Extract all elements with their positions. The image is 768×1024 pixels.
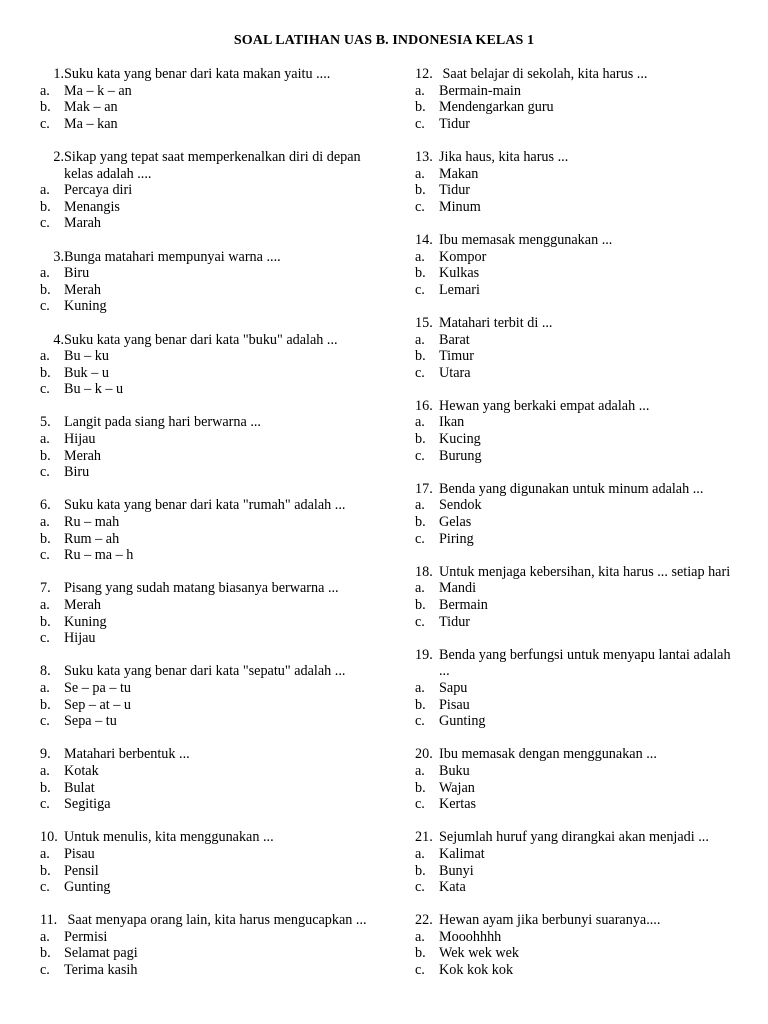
option-text: Mandi <box>439 580 477 597</box>
option-letter: b. <box>40 198 51 215</box>
option-text: Buku <box>439 762 470 779</box>
option-text: Hijau <box>64 431 96 448</box>
question-8 <box>40 663 380 729</box>
option-text: Merah <box>64 447 102 464</box>
option-letter: a. <box>40 679 50 696</box>
option-letter: a. <box>40 182 50 199</box>
question-number: 22. <box>415 912 433 929</box>
option-text: Sepa – tu <box>64 713 117 730</box>
question-22 <box>415 912 740 978</box>
option-letter: a. <box>415 165 425 182</box>
option-text: Kok kok kok <box>439 962 514 979</box>
option-letter: a. <box>415 762 425 779</box>
option-text: Utara <box>439 364 471 381</box>
question-number: 7. <box>40 580 51 597</box>
question-text: Suku kata yang benar dari kata "buku" adalah ... <box>64 331 338 348</box>
question-21 <box>415 829 740 895</box>
option-text: Segitiga <box>64 796 111 813</box>
option-text: Tidur <box>439 115 471 132</box>
question-number: 19. <box>415 646 433 663</box>
option-letter: b. <box>415 348 426 365</box>
option-text: Bermain-main <box>439 82 521 99</box>
question-number: 12. <box>415 66 433 82</box>
question-5 <box>40 414 380 480</box>
option-letter: b. <box>415 696 426 713</box>
question-number: 17. <box>415 480 433 497</box>
option-letter: b. <box>415 431 426 448</box>
option-letter: c. <box>415 364 425 381</box>
option-text: Kertas <box>439 796 477 813</box>
option-text: Piring <box>439 530 474 547</box>
option-text: Gelas <box>439 514 472 531</box>
question-text: Ibu memasak menggunakan ... <box>439 231 613 248</box>
question-number: 13. <box>415 148 433 165</box>
option-text: Kotak <box>64 762 99 779</box>
question-text: Suku kata yang benar dari kata makan yaitu .... <box>64 66 331 82</box>
option-letter: c. <box>40 215 50 232</box>
option-letter: a. <box>415 497 425 514</box>
option-text: Ma – kan <box>64 115 118 132</box>
question-text: Saat belajar di sekolah, kita harus ... <box>439 66 648 82</box>
question-text: Sikap yang tepat saat memperkenalkan diri di depan kelas adalah .... <box>64 148 361 182</box>
question-text: Untuk menjaga kebersihan, kita harus ... setiap hari <box>439 563 731 580</box>
option-text: Mendengarkan guru <box>439 99 554 116</box>
option-letter: c. <box>415 879 425 896</box>
option-text: Kata <box>439 879 466 896</box>
option-text: Burung <box>439 447 482 464</box>
option-letter: a. <box>40 265 50 282</box>
option-text: Biru <box>64 265 90 282</box>
option-letter: a. <box>415 414 425 431</box>
question-number: 4. <box>53 331 64 348</box>
option-text: Kulkas <box>439 265 480 282</box>
option-text: Bu – k – u <box>64 381 124 398</box>
question-text: Benda yang digunakan untuk minum adalah ... <box>439 480 704 497</box>
question-18 <box>415 564 740 630</box>
option-letter: c. <box>415 115 425 132</box>
question-text: Jika haus, kita harus ... <box>439 148 569 165</box>
option-text: Pensil <box>64 862 99 879</box>
option-letter: b. <box>40 364 51 381</box>
option-text: Ru – ma – h <box>64 547 134 564</box>
option-text: Pisau <box>439 696 470 713</box>
question-7 <box>40 580 380 646</box>
question-number: 21. <box>415 829 433 846</box>
option-letter: a. <box>40 762 50 779</box>
question-10 <box>40 829 380 895</box>
option-letter: a. <box>415 580 425 597</box>
question-4 <box>40 332 380 398</box>
option-text: Selamat pagi <box>64 945 138 962</box>
option-letter: a. <box>40 431 50 448</box>
question-3 <box>40 249 380 315</box>
option-letter: c. <box>40 713 50 730</box>
page-title: SOAL LATIHAN UAS B. INDONESIA KELAS 1 <box>233 33 535 48</box>
option-text: Kompor <box>439 248 487 265</box>
option-text: Timur <box>439 348 474 365</box>
option-text: Percaya diri <box>64 182 133 199</box>
option-text: Merah <box>64 281 102 298</box>
question-number: 6. <box>40 497 51 514</box>
option-text: Biru <box>64 464 90 481</box>
option-letter: b. <box>40 779 51 796</box>
question-16 <box>415 398 740 464</box>
question-text: Matahari terbit di ... <box>439 314 553 331</box>
option-text: Terima kasih <box>64 962 138 979</box>
option-letter: b. <box>40 99 51 116</box>
option-letter: a. <box>415 679 425 696</box>
question-13 <box>415 149 740 215</box>
option-letter: c. <box>40 381 50 398</box>
question-19 <box>415 647 740 730</box>
option-text: Sep – at – u <box>64 696 131 713</box>
option-letter: b. <box>40 530 51 547</box>
question-number: 10. <box>40 829 58 846</box>
question-20 <box>415 746 740 812</box>
question-number: 20. <box>415 746 433 763</box>
question-text: Saat menyapa orang lain, kita harus mengucapkan ... <box>64 912 367 929</box>
option-text: Sendok <box>439 497 482 514</box>
question-6 <box>40 497 380 563</box>
question-number: 8. <box>40 663 51 680</box>
option-letter: b. <box>415 945 426 962</box>
option-text: Menangis <box>64 198 120 215</box>
option-letter: a. <box>415 331 425 348</box>
option-letter: a. <box>40 597 50 613</box>
option-letter: b. <box>415 265 426 282</box>
option-text: Kuning <box>64 298 107 315</box>
option-letter: c. <box>415 281 425 298</box>
question-14 <box>415 232 740 298</box>
option-text: Permisi <box>64 928 108 945</box>
right-column <box>415 66 740 995</box>
option-text: Buk – u <box>64 364 109 381</box>
question-1 <box>40 66 380 132</box>
option-text: Minum <box>439 198 481 215</box>
option-text: Makan <box>439 165 479 182</box>
option-text: Kuning <box>64 613 107 630</box>
question-text: Sejumlah huruf yang dirangkai akan menjadi ... <box>439 829 709 846</box>
option-text: Gunting <box>439 713 486 730</box>
option-letter: c. <box>415 713 425 730</box>
option-text: Mak – an <box>64 99 118 116</box>
option-letter: a. <box>40 348 50 365</box>
option-letter: b. <box>40 447 51 464</box>
option-letter: c. <box>40 630 50 647</box>
option-letter: c. <box>415 613 425 630</box>
question-12 <box>415 66 740 132</box>
question-2 <box>40 149 380 232</box>
option-letter: b. <box>40 945 51 962</box>
question-text: Benda yang berfungsi untuk menyapu lantai adalah ... <box>439 646 731 680</box>
option-text: Pisau <box>64 845 95 862</box>
question-text: Matahari berbentuk ... <box>64 746 190 763</box>
option-letter: b. <box>415 514 426 531</box>
option-letter: c. <box>40 879 50 896</box>
question-text: Suku kata yang benar dari kata "rumah" adalah ... <box>64 497 346 514</box>
option-letter: a. <box>40 82 50 99</box>
question-text: Ibu memasak dengan menggunakan ... <box>439 746 657 763</box>
question-number: 2. <box>53 148 64 165</box>
option-letter: b. <box>40 696 51 713</box>
option-text: Ikan <box>439 414 465 431</box>
option-text: Wajan <box>439 779 475 796</box>
option-letter: c. <box>40 298 50 315</box>
option-text: Ru – mah <box>64 514 120 531</box>
option-letter: a. <box>415 845 425 862</box>
option-text: Ma – k – an <box>64 82 132 99</box>
option-letter: b. <box>40 862 51 879</box>
option-letter: b. <box>415 862 426 879</box>
option-letter: c. <box>415 447 425 464</box>
question-text: Untuk menulis, kita menggunakan ... <box>64 829 274 846</box>
question-number: 16. <box>415 397 433 414</box>
option-letter: c. <box>40 962 50 979</box>
option-letter: c. <box>40 796 50 813</box>
option-letter: a. <box>415 928 425 945</box>
question-11 <box>40 912 380 978</box>
option-text: Gunting <box>64 879 111 896</box>
option-text: Lemari <box>439 281 480 298</box>
option-letter: a. <box>415 82 425 99</box>
question-text: Hewan yang berkaki empat adalah ... <box>439 397 650 414</box>
option-letter: b. <box>40 613 51 630</box>
option-letter: b. <box>40 281 51 298</box>
option-text: Merah <box>64 597 102 613</box>
option-text: Se – pa – tu <box>64 679 131 696</box>
option-text: Tidur <box>439 613 471 630</box>
option-text: Bermain <box>439 597 488 613</box>
option-letter: b. <box>415 597 426 613</box>
question-number: 11. <box>40 912 58 929</box>
option-text: Bu – ku <box>64 348 109 365</box>
option-letter: c. <box>415 962 425 979</box>
option-letter: b. <box>415 182 426 199</box>
question-text: Hewan ayam jika berbunyi suaranya.... <box>439 912 661 929</box>
option-letter: c. <box>415 198 425 215</box>
option-letter: c. <box>415 796 425 813</box>
option-letter: c. <box>415 530 425 547</box>
question-number: 18. <box>415 563 433 580</box>
option-text: Tidur <box>439 182 471 199</box>
question-text: Langit pada siang hari berwarna ... <box>64 414 261 431</box>
option-text: Hijau <box>64 630 96 647</box>
option-text: Bunyi <box>439 862 474 879</box>
question-number: 3. <box>53 248 64 265</box>
question-text: Pisang yang sudah matang biasanya berwarna ... <box>64 580 339 597</box>
option-text: Barat <box>439 331 470 348</box>
option-text: Sapu <box>439 679 468 696</box>
question-number: 9. <box>40 746 51 763</box>
option-letter: c. <box>40 464 50 481</box>
option-letter: a. <box>415 248 425 265</box>
option-text: Mooohhhh <box>439 928 502 945</box>
left-column <box>40 66 380 995</box>
option-text: Rum – ah <box>64 530 120 547</box>
question-15 <box>415 315 740 381</box>
option-text: Kucing <box>439 431 481 448</box>
option-letter: b. <box>415 99 426 116</box>
option-text: Bulat <box>64 779 95 796</box>
question-text: Suku kata yang benar dari kata "sepatu" adalah ... <box>64 663 346 680</box>
question-number: 1. <box>53 66 64 82</box>
option-letter: c. <box>40 115 50 132</box>
question-text: Bunga matahari mempunyai warna .... <box>64 248 281 265</box>
question-17 <box>415 481 740 547</box>
option-letter: a. <box>40 845 50 862</box>
question-9 <box>40 746 380 812</box>
option-letter: c. <box>40 547 50 564</box>
question-number: 5. <box>40 414 51 431</box>
option-text: Kalimat <box>439 845 485 862</box>
option-letter: a. <box>40 928 50 945</box>
option-letter: a. <box>40 514 50 531</box>
option-text: Wek wek wek <box>439 945 520 962</box>
question-number: 14. <box>415 231 433 248</box>
option-text: Marah <box>64 215 102 232</box>
option-letter: b. <box>415 779 426 796</box>
question-number: 15. <box>415 314 433 331</box>
